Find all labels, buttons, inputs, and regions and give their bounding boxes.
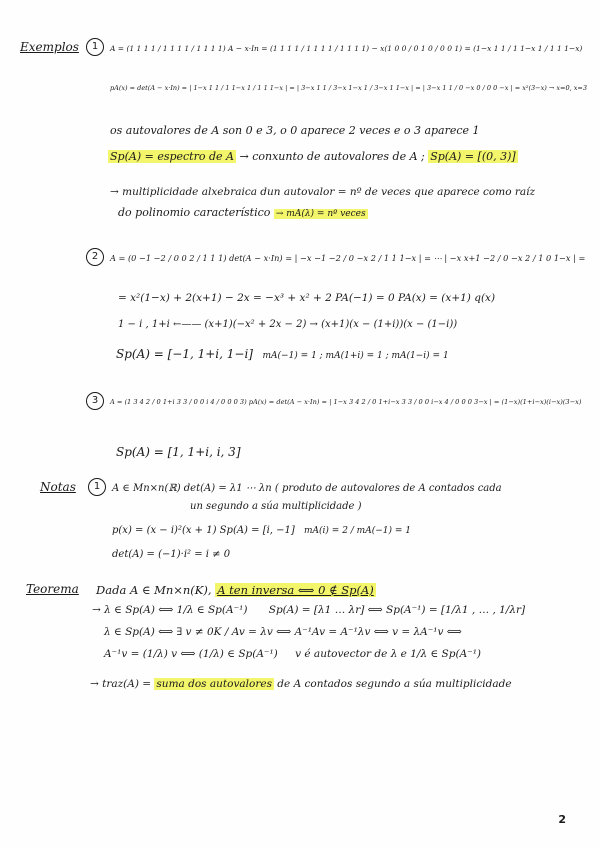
eigenvector-note: v é autovector de λ e 1/λ ∈ Sp(A⁻¹) <box>295 648 481 660</box>
spectrum-definition: Sp(A) = espectro de A <box>110 150 234 163</box>
multiplicity-note: → mA(λ) = nº veces <box>275 209 366 219</box>
example-2-marker: 2 <box>86 248 104 266</box>
ex2-line1: A = (0 −1 −2 / 0 0 2 / 1 1 1) det(A − x·In) = | −x −1 −2 / 0 −x 2 / 1 1 1−x | = ⋯ | −x x+1 −2 / 0 −x 2 / 1 0 1−x | = <box>110 253 586 263</box>
spectrum-explanation: → conxunto de autovalores de A ; <box>239 150 425 163</box>
teorema-line2 <box>92 604 525 617</box>
ex2-line2: = x²(1−x) + 2(x+1) − 2x = −x³ + x² + 2 PA(−1) = 0 PA(x) = (x+1) q(x) <box>118 292 496 304</box>
ex1-line1: A = (1 1 1 1 / 1 1 1 1 / 1 1 1 1) A − x·In = (1 1 1 1 / 1 1 1 1 / 1 1 1 1) − x(1 0 0 / 0 1 0 / 0 0 1) = (1−x 1 1 / 1 1−x 1 / 1 1 1−x) <box>110 44 583 53</box>
nota-line4: det(A) = (−1)·i² = i ≠ 0 <box>112 549 231 560</box>
example-3-marker: 3 <box>86 392 104 410</box>
nota-line3 <box>112 524 411 538</box>
det-product: A ∈ Mn×n(ℝ) det(A) = λ1 ⋯ λn <box>112 483 272 494</box>
trace-rest: de A contados segundo a súa multiplicidade <box>277 678 512 690</box>
nota-1-marker: 1 <box>88 478 106 496</box>
teorema-line1 <box>96 584 376 597</box>
inverse-spectrum: Sp(A) = [λ1 … λr] ⟺ Sp(A⁻¹) = [1/λ1 , … , 1/λr] <box>268 604 526 616</box>
page-number: 2 <box>558 813 566 826</box>
notas-label: Notas <box>40 480 76 494</box>
exemplos-label: Exemplos <box>20 40 79 54</box>
inverse-proof: A⁻¹v = (1/λ) v ⟺ (1/λ) ∈ Sp(A⁻¹) <box>104 648 278 660</box>
ex1-line6 <box>118 206 368 221</box>
example-1-marker: 1 <box>86 38 104 56</box>
complex-roots: 1 − i , 1+i <box>118 319 170 330</box>
teorema-line4 <box>104 648 481 661</box>
ex3-spectrum: Sp(A) = [1, 1+i, i, 3] <box>116 445 241 459</box>
ex2-line4 <box>116 348 449 363</box>
factorization: ←—— (x+1)(−x² + 2x − 2) → (x+1)(x − (1+i))(x − (1−i)) <box>172 319 458 330</box>
nota-poly: p(x) = (x − i)²(x + 1) Sp(A) = [i, −1] <box>112 525 295 536</box>
nota-line1 <box>112 482 502 495</box>
spectrum-result: Sp(A) = [(0, 3)] <box>430 150 516 163</box>
trace-label: → traz(A) = <box>90 678 152 690</box>
nota-line2: un segundo a súa multiplicidade ) <box>190 501 362 512</box>
ex1-line4 <box>108 150 518 163</box>
teorema-line5 <box>90 678 512 691</box>
ex1-line5: → multiplicidade alxebraica dun autovalor = nº de veces que aparece como raíz <box>110 186 536 198</box>
ex2-spectrum: Sp(A) = [−1, 1+i, 1−i] <box>116 347 253 361</box>
teorema-line3: λ ∈ Sp(A) ⟺ ∃ v ≠ 0K / Av = λv ⟺ A⁻¹Av = A⁻¹λv ⟺ v = λA⁻¹v ⟺ <box>104 626 462 638</box>
inverse-eigenvalue: → λ ∈ Sp(A) ⟺ 1/λ ∈ Sp(A⁻¹) <box>92 604 248 616</box>
teorema-premise: Dada A ∈ Mn×n(K), <box>96 583 212 597</box>
ex3-line1: A = (1 3 4 2 / 0 1+i 3 3 / 0 0 i 4 / 0 0 0 3) pA(x) = det(A − x·In) = | 1−x 3 4 2 / 0 1+i−x 3 3 / 0 0 i−x 4 / 0 0 0 3−x | = (1−x)(1+i−x)(i−x)(3−x) <box>110 398 582 406</box>
char-poly-text: do polinomio característico <box>118 206 271 219</box>
teorema-label: Teorema <box>26 582 79 596</box>
nota-multiplicities: mA(i) = 2 / mA(−1) = 1 <box>304 526 411 536</box>
ex1-line3: os autovalores de A son 0 e 3, o 0 aparece 2 veces e o 3 aparece 1 <box>110 124 480 137</box>
teorema-statement: A ten inversa ⟺ 0 ∉ Sp(A) <box>217 583 374 597</box>
trace-sum: suma dos autovalores <box>156 678 272 690</box>
det-product-note: ( produto de autovalores de A contados cada <box>274 483 502 494</box>
ex1-line2: pA(x) = det(A − x·In) = | 1−x 1 1 / 1 1−x 1 / 1 1 1−x | = | 3−x 1 1 / 3−x 1−x 1 / 3−x 1 1−x | = | 3−x 1 1 / 0 −x 0 / 0 0 −x | = x²(3−x) → x=0, x=3 <box>110 84 588 92</box>
ex2-line3 <box>118 318 457 331</box>
ex2-multiplicities: mA(−1) = 1 ; mA(1+i) = 1 ; mA(1−i) = 1 <box>262 351 449 361</box>
